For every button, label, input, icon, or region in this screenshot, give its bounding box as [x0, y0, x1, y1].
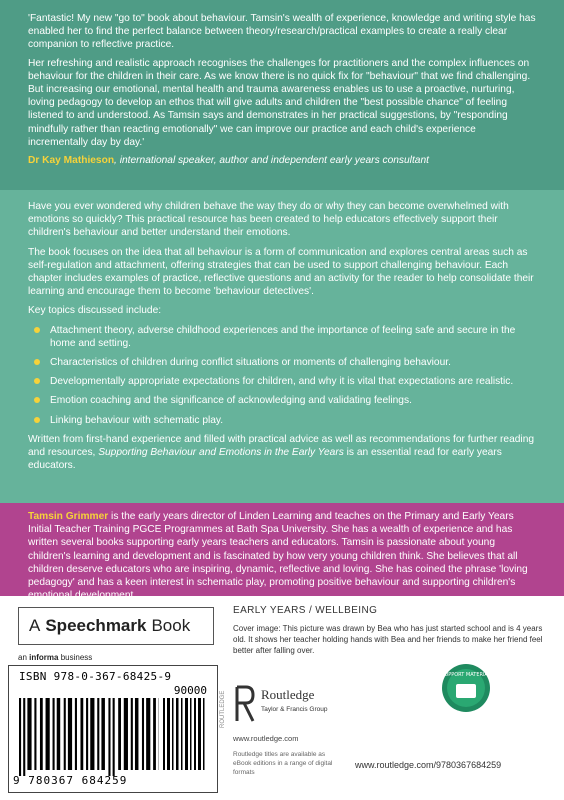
- publisher-section: [0, 596, 564, 800]
- ean-number: 9 780367 684259: [13, 774, 128, 787]
- support-material-label: SUPPORT MATERIAL: [441, 672, 491, 678]
- routledge-logo: [233, 683, 353, 729]
- speechmark-logo: A Speechmark Book: [18, 607, 214, 645]
- price-code: 90000: [173, 684, 207, 697]
- routledge-vertical-label: ROUTLEDGE: [220, 690, 226, 728]
- routledge-name: Routledge: [261, 687, 315, 702]
- barcode: [8, 665, 218, 793]
- price-barcode-icon: [159, 698, 209, 776]
- topics-list: [28, 324, 536, 427]
- testimonial-paragraph-2: Her refreshing and realistic approach recognises the challenges for practitioners and the complex influences on behaviour for the children in their care. As we know there is no quick fix for "behaviour" that we find challenging. But increasing our emotional, mental health and trauma awareness enables us to use a proactive, nurturing, loving pedagogy to develop an ethos that will give adults and children the "best possible chance" of feeling listened to and understood. As Tamsin says and demonstrates in her practical suggestions, by "responding mindfully rather than reacting emotionally" we can improve our practice and each child's experience incrementally day by day.': [28, 57, 531, 148]
- description-paragraph-2: The book focuses on the idea that all behaviour is a form of communication and explores central areas such as self-regulation and attachment, offering strategies that can be used to support challenging behaviour. Each chapter includes examples of practice, reflective questions and an activity for the reader to help consolidate their learning and encourage them to become 'behaviour detectives'.: [28, 246, 534, 298]
- bullet-icon: [34, 378, 40, 384]
- category-label: EARLY YEARS / WELLBEING: [233, 605, 378, 616]
- testimonial-attribution: [28, 154, 536, 167]
- informa-label: an informa business: [18, 653, 93, 662]
- topics-intro: Key topics discussed include:: [28, 305, 162, 317]
- description-paragraph-1: Have you ever wondered why children behave the way they do or why they can become overwhelmed with emotions so quickly? This practical resource has been created to help educators effectively support their children's behaviour and better understand their emotions.: [28, 201, 509, 239]
- product-url: www.routledge.com/9780367684259: [355, 760, 502, 770]
- routledge-sub: Taylor & Francis Group: [261, 706, 328, 713]
- closing-paragraph: Written from first-hand experience and filled with practical advice as well as recommendations for further reading and resources, Supporting Behaviour and Emotions in the Early Years is an essential read for early years educators.: [28, 433, 535, 472]
- testimonial-author-title: , international speaker, author and independent early years consultant: [114, 155, 429, 167]
- list-item: Developmentally appropriate expectations for children, and why it is vital that expectations are realistic.: [28, 375, 536, 388]
- bullet-icon: [34, 397, 40, 403]
- bullet-icon: [34, 327, 40, 333]
- list-item: Linking behaviour with schematic play.: [28, 414, 536, 427]
- routledge-url: www.routledge.com: [233, 734, 299, 743]
- ebook-note: Routledge titles are available as eBook editions in a range of digital formats: [233, 751, 333, 776]
- testimonial-author-name: Dr Kay Mathieson: [28, 155, 115, 167]
- list-item: Characteristics of children during conflict situations or moments of challenging behaviour.: [28, 356, 536, 369]
- isbn-number: ISBN 978-0-367-68425-9: [19, 670, 172, 683]
- list-item: Attachment theory, adverse childhood experiences and the importance of feeling safe and secure in the home and setting.: [28, 324, 536, 350]
- author-bio: Tamsin Grimmer is the early years director of Linden Learning and teaches on the Primary and Early Years Initial Teacher Training PGCE Programmes at Bath Spa University. She has a wealth of experience and has written several books supporting early years teachers and educators. Tamsin is passionate about young children's learning and development and is fascinated by how very young children think. She believes that all children deserve educators who are inspiring, dynamic, reflective and loving. She has coined the phrase 'loving pedagogy' and has a keen interest in schematic play, promoting positive behaviour and supporting children's: [28, 511, 528, 589]
- book-title: Supporting Behaviour and Emotions in the Early Years: [98, 447, 344, 459]
- support-material-icon: [440, 662, 492, 714]
- author-name: Tamsin Grimmer: [28, 511, 109, 522]
- cover-image-credit: Cover image: This picture was drawn by Bea who has just started school and is 4 years old. It shows her teacher holding hands with Bea and her friends to make her friend feel better after falling over.: [233, 624, 543, 655]
- bullet-icon: [34, 417, 40, 423]
- testimonial-paragraph-1: 'Fantastic! My new "go to" book about behaviour. Tamsin's wealth of experience, knowledge and writing style has enabled her to find the perfect balance between theory/research/practical examples to create a really clear companion to reflective practice.: [28, 13, 536, 51]
- description-section: [0, 190, 564, 503]
- list-item: Emotion coaching and the significance of acknowledging and validating feelings.: [28, 394, 536, 407]
- routledge-r-icon: [233, 683, 257, 725]
- bullet-icon: [34, 359, 40, 365]
- author-bio-section: [0, 503, 564, 596]
- testimonial-section: [0, 0, 564, 190]
